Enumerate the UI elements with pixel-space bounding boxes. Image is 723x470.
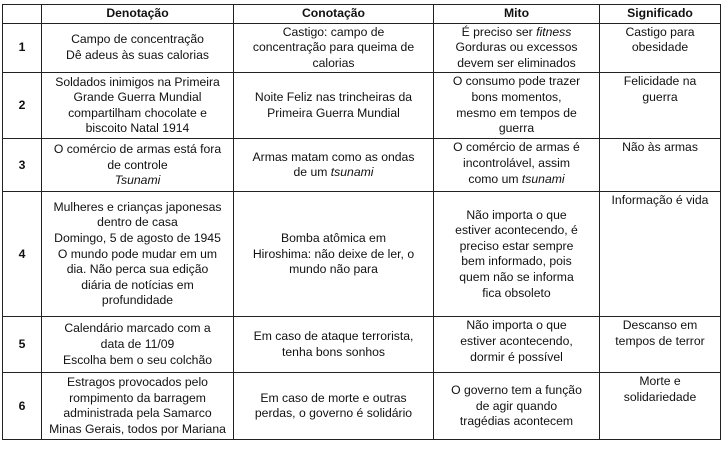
- significado-line: Felicidade na: [623, 74, 697, 89]
- mito-line: preciso estar sempre: [459, 238, 574, 253]
- mito-line: O consumo pode trazer: [452, 74, 581, 89]
- denotacao-line: Campo de concentração: [71, 32, 204, 47]
- mito-line: estiver acontecendo,: [460, 333, 573, 348]
- table-row: [3, 373, 721, 440]
- denotacao-line: Escolha bem o seu colchão: [62, 352, 213, 367]
- mito-line: de agir quando: [475, 398, 558, 413]
- header-mito: Mito: [434, 5, 600, 24]
- significado-line: Descanso em: [622, 318, 698, 333]
- conotacao-text: de um: [293, 165, 331, 180]
- mito-line: bons momentos,: [471, 89, 562, 104]
- conotacao-line: mundo não para: [289, 262, 378, 277]
- significado-line: Morte e: [639, 374, 681, 389]
- significado-line: tempos de terror: [615, 333, 705, 348]
- denotacao-line: Domingo, 5 de agosto de 1945: [54, 230, 221, 245]
- denotacao-line: dia. Não perca sua edição: [66, 262, 209, 277]
- mito-line: fica obsoleto: [482, 285, 551, 300]
- denotacao-line: data de 11/09: [100, 337, 175, 352]
- denotacao-line: Minas Gerais, todos por Mariana: [49, 421, 226, 436]
- mito-line: devem ser eliminados: [457, 55, 576, 70]
- denotacao-cell: [42, 192, 234, 317]
- header-significado: Significado: [600, 5, 721, 24]
- conotacao-cell: [234, 317, 434, 373]
- denotacao-line: Soldados inimigos na Primeira: [55, 74, 220, 89]
- conotacao-cell: [234, 73, 434, 139]
- conotacao-line: perdas, o governo é solidário: [254, 406, 413, 421]
- semiotic-table: [2, 4, 721, 440]
- significado-line: Castigo para: [625, 24, 695, 39]
- significado-cell: [600, 317, 721, 373]
- mito-line: O comércio de armas é: [453, 140, 580, 155]
- denotacao-line: Estragos provocados pelo: [67, 375, 208, 390]
- conotacao-line: Castigo: campo de: [282, 24, 385, 39]
- significado-cell: [600, 23, 721, 73]
- header-row: [3, 5, 721, 24]
- significado-line: Não às armas: [622, 140, 698, 155]
- conotacao-cell: [234, 139, 434, 192]
- conotacao-cell: [234, 373, 434, 440]
- conotacao-line: [238, 165, 429, 181]
- mito-cell: [434, 23, 600, 73]
- significado-line: solidariedade: [623, 389, 697, 404]
- mito-line: O governo tem a função: [451, 382, 582, 397]
- table-row: [3, 192, 721, 317]
- conotacao-cell: [234, 192, 434, 317]
- mito-line: bem informado, pois: [461, 254, 572, 269]
- denotacao-cell: [42, 23, 234, 73]
- conotacao-line: tenha bons sonhos: [282, 344, 385, 359]
- significado-line: obesidade: [631, 40, 689, 55]
- mito-line: [438, 172, 595, 188]
- conotacao-line: Noite Feliz nas trincheiras da: [254, 90, 413, 105]
- denotacao-line: dentro de casa: [97, 215, 178, 230]
- mito-line: Não importa o que: [466, 207, 567, 222]
- table-row: [3, 139, 721, 192]
- table-row: [3, 317, 721, 373]
- row-number: 3: [3, 139, 42, 192]
- row-number: 2: [3, 73, 42, 139]
- row-number: 6: [3, 373, 42, 440]
- significado-cell: [600, 192, 721, 317]
- mito-line: dormir é possível: [470, 349, 563, 364]
- mito-text: É preciso ser: [461, 24, 537, 39]
- mito-cell: [434, 373, 600, 440]
- denotacao-emphasis: Tsunami: [114, 173, 161, 188]
- denotacao-cell: [42, 73, 234, 139]
- mito-line: estiver acontecendo, é: [455, 223, 578, 238]
- row-number: 4: [3, 192, 42, 317]
- denotacao-line: diária de notícias em: [81, 277, 194, 292]
- mito-cell: [434, 139, 600, 192]
- table-row: [3, 23, 721, 73]
- denotacao-cell: [42, 317, 234, 373]
- row-number: 1: [3, 23, 42, 73]
- denotacao-line: rompimento da barragem: [69, 390, 206, 405]
- denotacao-line: Mulheres e crianças japonesas: [53, 199, 222, 214]
- mito-line: Gorduras ou excessos: [455, 40, 578, 55]
- mito-line: incontrolável, assim: [462, 155, 571, 170]
- mito-text: como um: [468, 171, 522, 186]
- header-denotacao: Denotação: [42, 5, 234, 24]
- denotacao-line: Dê adeus às suas calorias: [66, 47, 209, 62]
- mito-line: guerra: [498, 121, 535, 136]
- mito-line: tragédias acontecem: [459, 414, 574, 429]
- conotacao-cell: [234, 23, 434, 73]
- mito-emphasis: tsunami: [521, 171, 565, 186]
- conotacao-emphasis: tsunami: [330, 165, 374, 180]
- conotacao-line: Em caso de ataque terrorista,: [253, 329, 414, 344]
- mito-line: Não importa o que: [466, 318, 567, 333]
- denotacao-line: Grande Guerra Mundial: [73, 90, 202, 105]
- conotacao-line: Bomba atômica em: [281, 230, 386, 245]
- denotacao-cell: [42, 373, 234, 440]
- significado-cell: [600, 139, 721, 192]
- mito-line: [438, 25, 595, 41]
- mito-cell: [434, 317, 600, 373]
- significado-cell: [600, 373, 721, 440]
- denotacao-line: administrada pela Samarco: [63, 406, 212, 421]
- conotacao-line: calorias: [312, 55, 355, 70]
- denotacao-line: biscoito Natal 1914: [85, 121, 190, 136]
- conotacao-line: Armas matam como as ondas: [252, 149, 415, 164]
- mito-emphasis: fitness: [536, 24, 572, 39]
- significado-line: Informação é vida: [611, 193, 709, 208]
- denotacao-line: O mundo pode mudar em um: [57, 246, 218, 261]
- mito-line: mesmo em tempos de: [456, 105, 577, 120]
- denotacao-line: O comércio de armas está fora: [53, 141, 222, 156]
- header-numero: [3, 5, 42, 24]
- table-row: [3, 73, 721, 139]
- conotacao-line: Hiroshima: não deixe de ler, o: [252, 246, 415, 261]
- denotacao-line: Calendário marcado com a: [64, 321, 211, 336]
- mito-cell: [434, 192, 600, 317]
- denotacao-cell: [42, 139, 234, 192]
- conotacao-line: Primeira Guerra Mundial: [267, 105, 400, 120]
- denotacao-line: de controle: [107, 157, 168, 172]
- denotacao-line: profundidade: [101, 293, 174, 308]
- conotacao-line: concentração para queima de: [252, 40, 415, 55]
- row-number: 5: [3, 317, 42, 373]
- mito-cell: [434, 73, 600, 139]
- significado-line: guerra: [642, 89, 678, 104]
- denotacao-line: compartilham chocolate e: [68, 105, 207, 120]
- significado-cell: [600, 73, 721, 139]
- conotacao-line: Em caso de morte e outras: [260, 390, 407, 405]
- header-conotacao: Conotação: [234, 5, 434, 24]
- mito-line: quem não se informa: [459, 269, 574, 284]
